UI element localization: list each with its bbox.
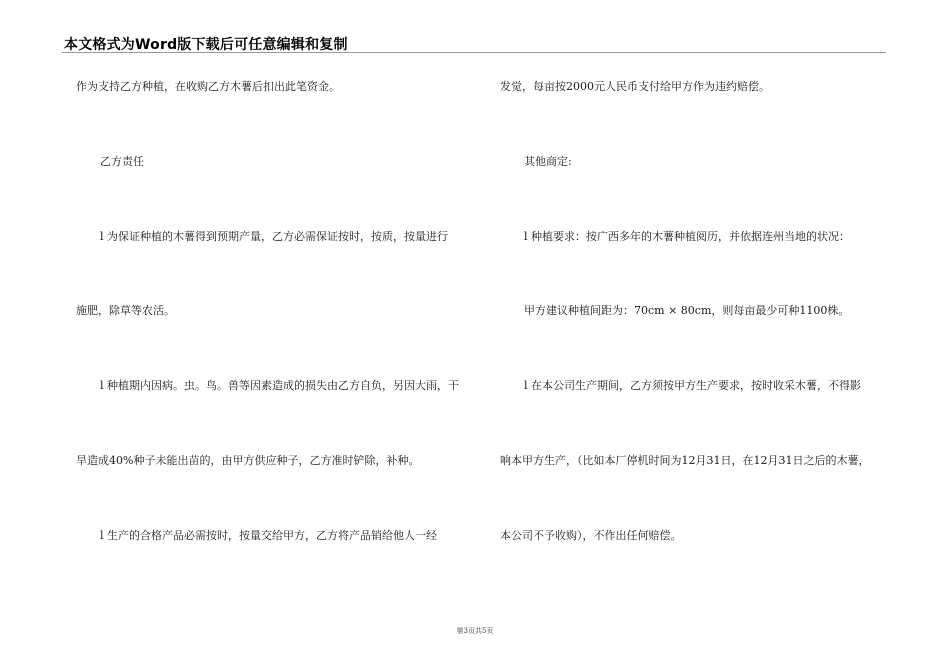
page-number: 第3页共5页 xyxy=(456,627,494,635)
paragraph-line: l 生产的合格产品必需按时，按量交给甲方，乙方将产品销给他人一经 xyxy=(100,529,438,542)
paragraph-line: 甲方建议种植间距为：70cm × 80cm，则每亩最少可种1100株。 xyxy=(524,304,850,317)
paragraph-line: l 种植要求：按广西多年的木薯种植阅历，并依据连州当地的状况： xyxy=(524,230,851,243)
header-divider xyxy=(62,52,886,53)
paragraph-line: l 为保证种植的木薯得到预期产量，乙方必需保证按时，按质，按量进行 xyxy=(100,230,449,243)
paragraph-line: 旱造成40%种子未能出苗的，由甲方供应种子，乙方准时铲除，补种。 xyxy=(76,454,420,467)
paragraph-line: 作为支持乙方种植，在收购乙方木薯后扣出此笔资金。 xyxy=(76,80,340,93)
section-heading: 乙方责任 xyxy=(100,155,144,168)
section-heading: 其他商定: xyxy=(524,155,572,168)
paragraph-line: l 种植期内因病。虫。鸟。兽等因素造成的损失由乙方自负，另因大雨，干 xyxy=(100,379,460,392)
paragraph-line: 本公司不予收购），不作出任何赔偿。 xyxy=(500,529,682,542)
paragraph-line: 发觉，每亩按2000元人民币支付给甲方作为违约赔偿。 xyxy=(500,80,770,93)
document-header-title: 本文格式为Word版下载后可任意编辑和复制 xyxy=(64,37,348,53)
paragraph-line: l 在本公司生产期间，乙方须按甲方生产要求，按时收采木薯，不得影 xyxy=(524,379,862,392)
paragraph-line: 响本甲方生产，（比如本厂停机时间为12月31日，在12月31日之后的木薯， xyxy=(500,454,870,467)
paragraph-line: 施肥，除草等农活。 xyxy=(76,304,175,317)
